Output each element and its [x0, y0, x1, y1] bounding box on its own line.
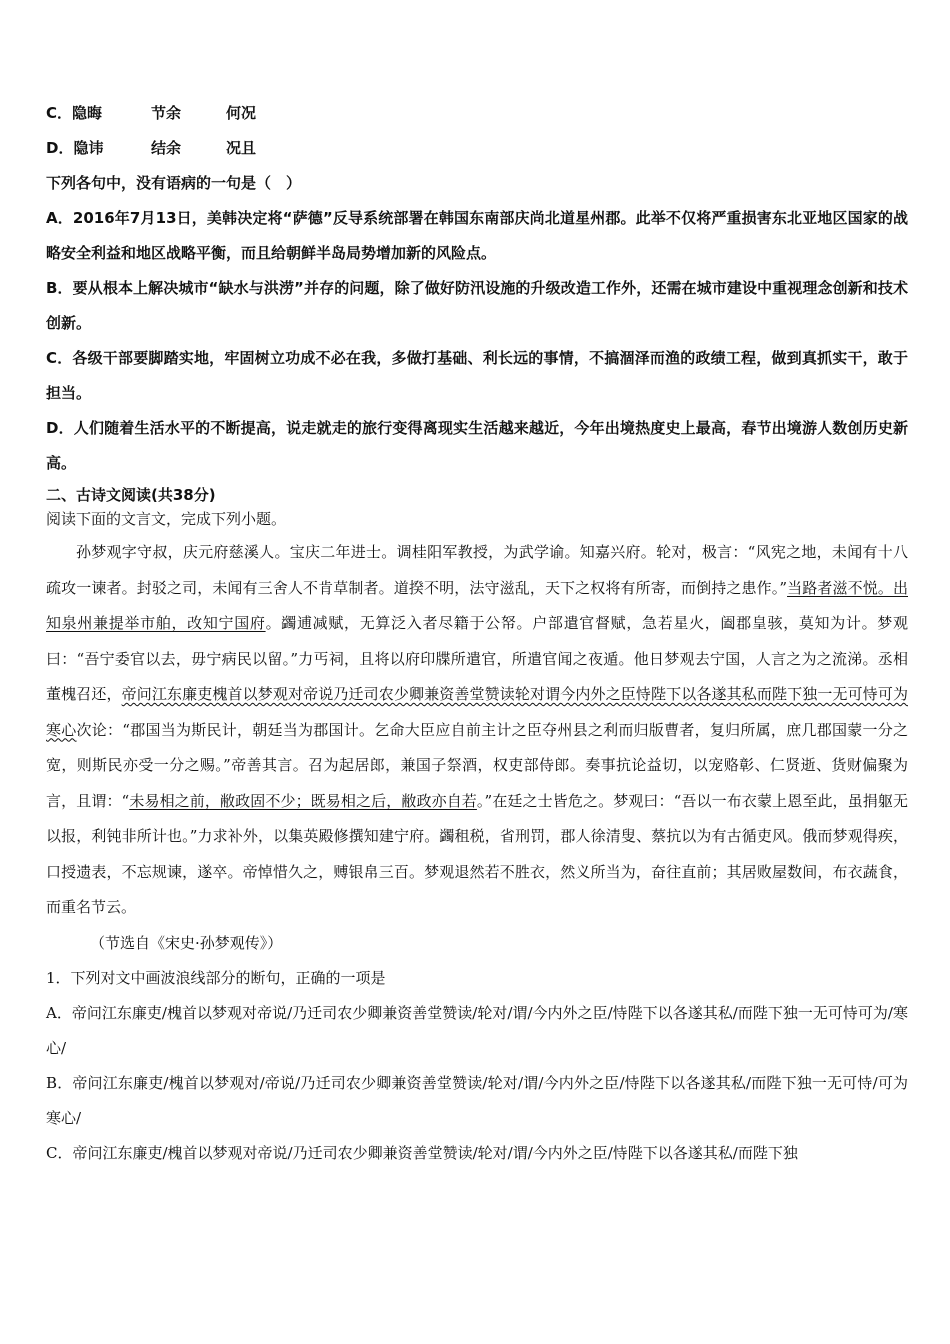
prev-option-c [46, 96, 908, 131]
passage-text: 。蠲逋减赋，无算泛入者尽籍于公帑。户部遣官督赋，急若星火，阖郡皇骇，莫知为计。梦观曰：“吾宁委官以去，毋宁病民以留。”力丐祠，且将以府印牒所遣官，所遣官闻之夜遁。他日梦观去宁国，人言之为之流涕。丞相董槐召还， [46, 614, 908, 703]
grammar-option-c [46, 341, 908, 411]
grammar-option-a [46, 201, 908, 271]
underlined-sentence-2: 未易相之前，敝政固不少；既易相之后，敝政亦自若 [129, 791, 477, 810]
underlined-sentence-1: 当路者滋不悦。出知泉州兼提举市舶，改知宁国府 [46, 578, 908, 632]
option-text: 帝问江东廉吏/槐首以梦观对帝说/乃迁司农少卿兼资善堂赞读/轮对/谓/今内外之臣/恃陛下以各遂其私/而陛下独 [72, 1143, 798, 1162]
prev-option-d [46, 131, 908, 166]
option-text: 帝问江东廉吏/槐首以梦观对/帝说/乃迁司农少卿兼资善堂赞读/轮对/谓/今内外之臣/恃陛下以各遂其私/而陛下独一无可恃/可为寒心/ [46, 1073, 908, 1127]
option-word-2: 节余 [151, 104, 182, 122]
passage-text: 孙梦观字守叔，庆元府慈溪人。宝庆二年进士。调桂阳军教授，为武学谕。知嘉兴府。轮对，极言：“风宪之地，未闻有十八疏攻一谏者。封驳之司，未闻有三舍人不肯草制者。道揆不明，法守滋乱，天下之权将有所寄，而倒持之患作。” [46, 543, 908, 597]
question-1-stem: 1．下列对文中画波浪线部分的断句，正确的一项是 [46, 968, 386, 987]
passage-text: 次论：“郡国当为斯民计，朝廷当为郡国计。乞命大臣应自前主计之臣夺州县之利而归版曹者，复归所属，庶几郡国蒙一分之宽，则斯民亦受一分之赐。”帝善其言。召为起居郎，兼国子祭酒，权吏部侍郎。奏事抗论益切，以宠赂彰、仁贤逝、货财偏聚为言，且谓：“ [46, 720, 908, 810]
option-key: C． [46, 104, 73, 122]
option-word-3: 况且 [226, 139, 257, 157]
grammar-option-b [46, 271, 908, 341]
grammar-question-stem: 下列各句中，没有语病的一句是（ ） [46, 174, 302, 192]
option-key-and-word [46, 131, 151, 166]
option-key-and-word [46, 96, 151, 131]
classical-passage [46, 535, 908, 926]
section-title: 二、古诗文阅读(共38分) [46, 486, 216, 504]
option-word-2: 结余 [151, 139, 182, 157]
option-key: B． [46, 279, 73, 297]
section-instruction: 阅读下面的文言文，完成下列小题。 [46, 510, 287, 528]
option-text: 人们随着生活水平的不断提高，说走就走的旅行变得离现实生活越来越近，今年出境热度史上最高，春节出境游人数创历史新高。 [46, 419, 908, 472]
option-key: C． [46, 349, 73, 367]
option-key: A． [46, 1003, 72, 1022]
option-key: C． [46, 1143, 73, 1162]
question-1-option-c [46, 1136, 908, 1171]
option-text: 帝问江东廉吏/槐首以梦观对帝说/乃迁司农少卿兼资善堂赞读/轮对/谓/今内外之臣/恃陛下以各遂其私/而陛下独一无可恃可为/寒心/ [46, 1003, 908, 1057]
passage-text: 。”在廷之士皆危之。梦观曰：“吾以一布衣蒙上恩至此，虽捐躯无以报，利钝非所计也。”力求补外，以集英殿修撰知建宁府。蠲租税，省刑罚，郡人徐清叟、蔡抗以为有古循吏风。俄而梦观得疾，口授遗表，不忘规谏，遂卒。帝悼惜久之，赙银帛三百。梦观退然若不胜衣，然义所当为，奋往直前；其居败屋数间，布衣蔬食，而重名节云。 [46, 791, 908, 916]
option-text: 2016年7月13日，美韩决定将“萨德”反导系统部署在韩国东南部庆尚北道星州郡。此举不仅将严重损害东北亚地区国家的战略安全利益和地区战略平衡，而且给朝鲜半岛局势增加新的风险点。 [46, 209, 909, 262]
document-page [46, 96, 908, 1171]
passage-source: （节选自《宋史·孙梦观传》） [90, 933, 283, 952]
option-key: A． [46, 209, 73, 227]
question-1-option-a [46, 996, 908, 1066]
option-text: 各级干部要脚踏实地，牢固树立功成不必在我，多做打基础、利长远的事情，不搞涸泽而渔的政绩工程，做到真抓实干，敢于担当。 [46, 349, 908, 402]
option-key: D． [46, 139, 74, 157]
option-word-1: 隐讳 [73, 139, 104, 157]
option-key: D． [46, 419, 74, 437]
option-word-1: 隐晦 [72, 104, 103, 122]
option-text: 要从根本上解决城市“缺水与洪涝”并存的问题，除了做好防汛设施的升级改造工作外，还需在城市建设中重视理念创新和技术创新。 [46, 279, 908, 332]
option-word-3: 何况 [226, 104, 257, 122]
grammar-option-d [46, 411, 908, 481]
question-1-option-b [46, 1066, 908, 1136]
wavy-underlined-segment: 帝问江东廉吏槐首以梦观对帝说乃迁司农少卿兼资善堂赞读轮对谓今内外之臣恃陛下以各遂其私而陛下独一无可恃可为寒心 [46, 685, 908, 739]
option-key: B． [46, 1073, 73, 1092]
